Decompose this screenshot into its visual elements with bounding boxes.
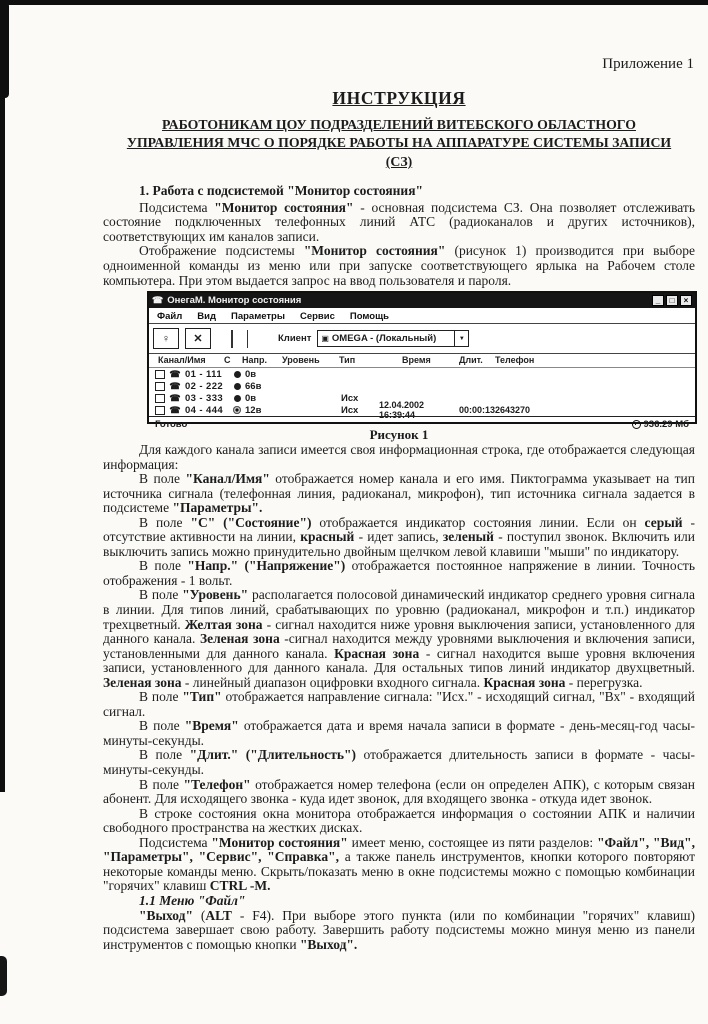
toolbar-separator <box>231 330 233 348</box>
table-row <box>149 380 695 392</box>
document-title: ИНСТРУКЦИЯ <box>332 88 466 108</box>
paragraph: В поле "Длит." ("Длительность") отображается длительность записи в формате - часы-минуты-секунды. <box>103 747 696 778</box>
title-block <box>103 88 695 171</box>
status-dot-icon <box>234 395 241 402</box>
scan-edge-mark <box>0 2 9 98</box>
channel-name: 03 - 333 <box>185 392 224 404</box>
channel-name: 04 - 444 <box>185 404 224 416</box>
app-icon: ☎ <box>152 295 164 305</box>
appendix-label: Приложение 1 <box>602 56 694 72</box>
dropdown-arrow-icon[interactable]: ▼ <box>454 331 468 346</box>
row-checkbox[interactable] <box>155 394 165 403</box>
status-text: Готово <box>155 419 188 430</box>
table-row <box>149 400 695 420</box>
maximize-button[interactable]: □ <box>666 295 678 306</box>
phone-icon: ☎ <box>169 404 181 415</box>
close-button[interactable]: × <box>680 295 692 306</box>
menu-bar <box>149 308 695 324</box>
phone-icon: ☎ <box>169 368 181 379</box>
table-row <box>149 368 695 380</box>
exit-icon: ✕ <box>193 333 203 345</box>
voltage-value: 12в <box>245 404 262 416</box>
paragraph: Подсистема "Монитор состояния" - основная подсистема СЗ. Она позволяет отслеживать состояние подключенных телефонных линий АТС (радиоканалов и других источников), соответствующих им каналов записи. <box>103 199 695 244</box>
phone-icon: ☎ <box>169 380 181 391</box>
intro-text <box>103 184 695 288</box>
voltage-value: 0в <box>245 368 257 380</box>
voltage-value: 0в <box>245 392 257 404</box>
column-header: Канал/Имя <box>158 355 206 365</box>
scan-edge-blob <box>0 956 7 996</box>
paragraph: "Выход" (ALT - F4). При выборе этого пункта (или по комбинации "горячих" клавиш) подсистема завершает свою работу. Завершить работу подсистемы можно минуя меню из панели инструментов с помощью кнопки "Выход". <box>103 907 696 952</box>
subtitle-line: РАБОТОНИКАМ ЦОУ ПОДРАЗДЕЛЕНИЙ ВИТЕБСКОГО ОБЛАСТНОГО <box>162 117 636 132</box>
channel-table <box>149 368 695 420</box>
column-header: Длит. <box>459 355 483 365</box>
monitor-window <box>147 291 697 430</box>
minimize-button[interactable]: _ <box>652 295 664 306</box>
time-value: 12.04.2002 16:39:44 <box>379 400 425 420</box>
phone-value: 2643270 <box>495 405 531 415</box>
column-header: Телефон <box>495 355 535 365</box>
status-indicator[interactable] <box>229 395 245 402</box>
scan-edge-left <box>0 0 5 792</box>
server-icon: ▣ <box>321 334 329 343</box>
type-value: Исх <box>341 392 359 404</box>
client-combobox[interactable] <box>317 330 469 347</box>
phone-icon: ☎ <box>169 392 181 403</box>
status-dot-icon <box>234 371 241 378</box>
column-header: Уровень <box>282 355 320 365</box>
toolbar <box>149 324 695 354</box>
status-indicator[interactable] <box>229 406 245 414</box>
connect-button[interactable] <box>153 328 179 349</box>
paragraph: В поле "Напр." ("Напряжение") отображается постоянное напряжение в линии. Точность отображения - 1 вольт. <box>103 558 695 588</box>
column-header: С <box>224 355 231 365</box>
key-icon: ♀ <box>161 332 171 345</box>
menu-item[interactable]: Вид <box>197 310 217 322</box>
figure-caption: Рисунок 1 <box>369 427 429 442</box>
paragraph: В поле "Время" отображается дата и время начала записи в формате - день-месяц-год часы-минуты-секунды. <box>103 718 695 748</box>
menu-item[interactable]: Файл <box>157 310 183 322</box>
table-header <box>149 354 695 368</box>
document-subtitle <box>103 116 695 171</box>
row-checkbox[interactable] <box>155 382 165 391</box>
paragraph: В поле "С" ("Состояние") отображается индикатор состояния линии. Если он серый - отсутствие активности на линии, красный - идет запись, зеленый - поступил звонок. Включить или выключить запись можно принудительно двойным щелчком левой клавиши "мыши" по индикатору. <box>103 514 695 559</box>
window-controls <box>652 295 692 306</box>
paragraph: Для каждого канала записи имеется своя информационная строка, где отображается следующая информация: <box>103 442 695 472</box>
body-paragraphs <box>103 443 695 952</box>
status-dot-icon <box>233 406 241 414</box>
exit-button[interactable] <box>185 328 211 349</box>
window-titlebar <box>149 293 695 308</box>
type-value: Исх <box>341 404 359 416</box>
section-heading: 1. Работа с подсистемой "Монитор состояния" <box>139 183 423 198</box>
toolbar-separator <box>247 330 249 348</box>
paragraph: Отображение подсистемы "Монитор состояния" (рисунок 1) производится при выборе одноименной команды из меню или при запуске соответствующего ярлыка на Рабочем столе компьютера. При этом выдается запрос на ввод пользователя и пароля. <box>103 243 695 288</box>
window-title: ОнегаМ. Монитор состояния <box>167 295 302 306</box>
menu-item[interactable]: Помощь <box>349 310 389 322</box>
scan-edge-top <box>0 0 708 5</box>
status-indicator[interactable] <box>229 383 245 390</box>
sub-section-heading: 1.1 Меню "Файл" <box>139 892 246 908</box>
column-header: Тип <box>339 355 356 365</box>
status-dot-icon <box>234 383 241 390</box>
intro-paragraphs <box>103 201 695 289</box>
menu-item[interactable]: Сервис <box>299 310 335 322</box>
client-value: OMEGA - (Локальный) <box>331 333 437 344</box>
paragraph: В поле "Канал/Имя" отображается номер канала и его имя. Пиктограмма указывает на тип источника сигнала (телефонная линия, радиоканал, микрофон), тип источника сигнала задается в подсистеме "Параметры". <box>103 471 696 516</box>
subtitle-line: УПРАВЛЕНИЯ МЧС О ПОРЯДКЕ РАБОТЫ НА АППАРАТУРЕ СИСТЕМЫ ЗАПИСИ <box>126 135 672 151</box>
voltage-value: 66в <box>245 380 262 392</box>
menu-item[interactable]: Параметры <box>231 310 285 322</box>
channel-name: 02 - 222 <box>185 380 224 392</box>
paragraph: Подсистема "Монитор состояния" имеет меню, состоящее из пяти разделов: "Файл", "Вид", "Параметры", "Сервис", "Справка", а также панель инструментов, кнопки которого повторяют некоторые команды меню. Скрыть/показать меню в окне подсистемы можно с помощью комбинации "горячих" клавиш CTRL -M. <box>103 834 695 894</box>
status-indicator[interactable] <box>229 371 245 378</box>
paragraph: В поле "Уровень" располагается полосовой динамический индикатор среднего уровня сигнала в линии. Для типов линий, срабатывающих по уровню (радиоканал, микрофон и т.п.) индикатор трехцветный. Желтая зона - сигнал находится ниже уровня выключения записи, установленного для данного канала. Зеленая зона -сигнал находится между уровнями выключения и включения записи, установленными для данного канала. Красная зона - сигнал находится выше уровня включения записи, установленного для данного канала. Для остальных типов линий индикатор двухцветный. Зеленая зона - линейный диапазон оцифровки входного сигнала. Красная зона - перегрузка. <box>103 587 696 690</box>
column-header: Время <box>402 355 431 365</box>
client-label: Клиент <box>278 333 312 344</box>
duration-value: 00:00:13 <box>459 405 496 415</box>
paragraph: В поле "Тип" отображается направление сигнала: "Исх." - исходящий сигнал, "Вх" - входящий сигнал. <box>103 689 696 719</box>
channel-name: 01 - 111 <box>185 368 223 380</box>
subtitle-line: (СЗ) <box>385 153 413 169</box>
disk-space-value: 936.29 Мб <box>643 419 689 430</box>
column-header: Напр. <box>242 355 267 365</box>
row-checkbox[interactable] <box>155 370 165 379</box>
row-checkbox[interactable] <box>155 406 165 415</box>
paragraph: В строке состояния окна монитора отображается информация о состоянии АПК и наличии свободного пространства на жестких дисках. <box>103 805 695 836</box>
paragraph: В поле "Телефон" отображается номер телефона (если он определен АПК), с которым связан абонент. Для исходящего звонка - куда идет звонок, для входящего звонка - откуда идет звонок. <box>103 776 696 807</box>
